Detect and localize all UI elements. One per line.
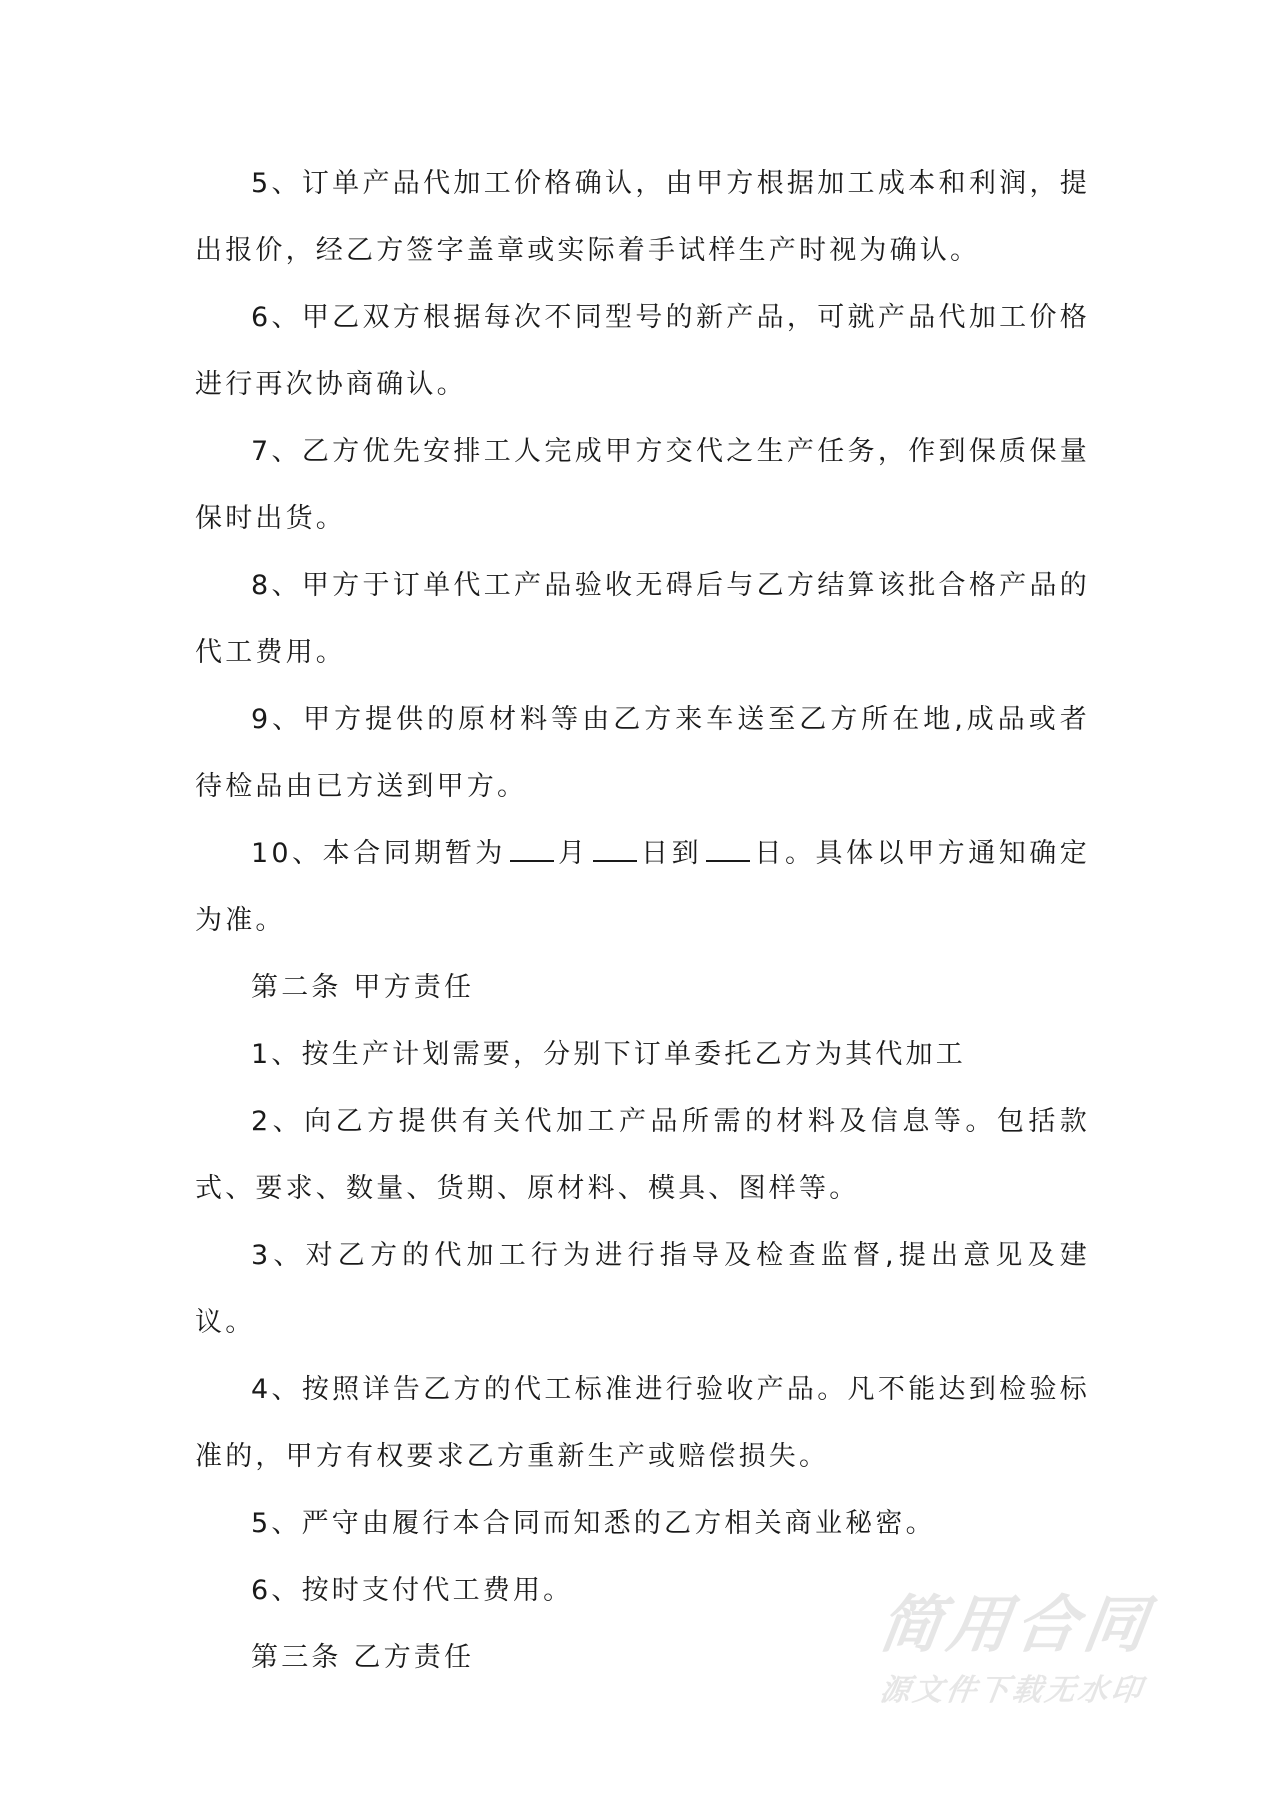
- clause-5: 5、订单产品代加工价格确认，由甲方根据加工成本和利润，提出报价，经乙方签字盖章或实际着手试样生产时视为确认。: [195, 168, 1090, 266]
- clause-10-term: [195, 820, 1090, 954]
- section-2-heading: 第二条 甲方责任: [251, 972, 475, 1003]
- contract-page: [195, 150, 1090, 1691]
- start-day-blank: [593, 838, 637, 862]
- term-day-label: 日。具体以甲方通知确定为准。: [195, 838, 1091, 936]
- section-2-item-5: 5、严守由履行本合同而知悉的乙方相关商业秘密。: [251, 1508, 936, 1539]
- month-blank: [510, 838, 554, 862]
- term-prefix: 10、本合同期暂为: [251, 838, 506, 869]
- section-2-item-3: 3、对乙方的代加工行为进行指导及检查监督,提出意见及建议。: [195, 1240, 1090, 1338]
- section-2-item-4: 4、按照详告乙方的代工标准进行验收产品。凡不能达到检验标准的，甲方有权要求乙方重新生产或赔偿损失。: [195, 1374, 1090, 1472]
- term-month-label: 月: [557, 838, 589, 869]
- clause-8: 8、甲方于订单代工产品验收无碍后与乙方结算该批合格产品的代工费用。: [195, 570, 1090, 668]
- end-day-blank: [706, 838, 750, 862]
- watermark: [874, 1585, 1200, 1713]
- section-3-heading: 第三条 乙方责任: [251, 1642, 475, 1673]
- term-day-to-label: 日到: [640, 838, 703, 869]
- clause-6: 6、甲乙双方根据每次不同型号的新产品，可就产品代加工价格进行再次协商确认。: [195, 302, 1090, 400]
- section-2-item-2: 2、向乙方提供有关代加工产品所需的材料及信息等。包括款式、要求、数量、货期、原材料、模具、图样等。: [195, 1106, 1090, 1204]
- watermark-title: 简用合同: [874, 1588, 1158, 1661]
- section-2-item-6: 6、按时支付代工费用。: [251, 1575, 574, 1606]
- clause-9: 9、甲方提供的原材料等由乙方来车送至乙方所在地,成品或者待检品由已方送到甲方。: [195, 704, 1090, 802]
- watermark-subtitle: 源文件下载无水印: [877, 1673, 1147, 1708]
- clause-7: 7、乙方优先安排工人完成甲方交代之生产任务，作到保质保量保时出货。: [195, 436, 1090, 534]
- section-2-item-1: 1、按生产计划需要，分别下订单委托乙方为其代加工: [251, 1039, 966, 1070]
